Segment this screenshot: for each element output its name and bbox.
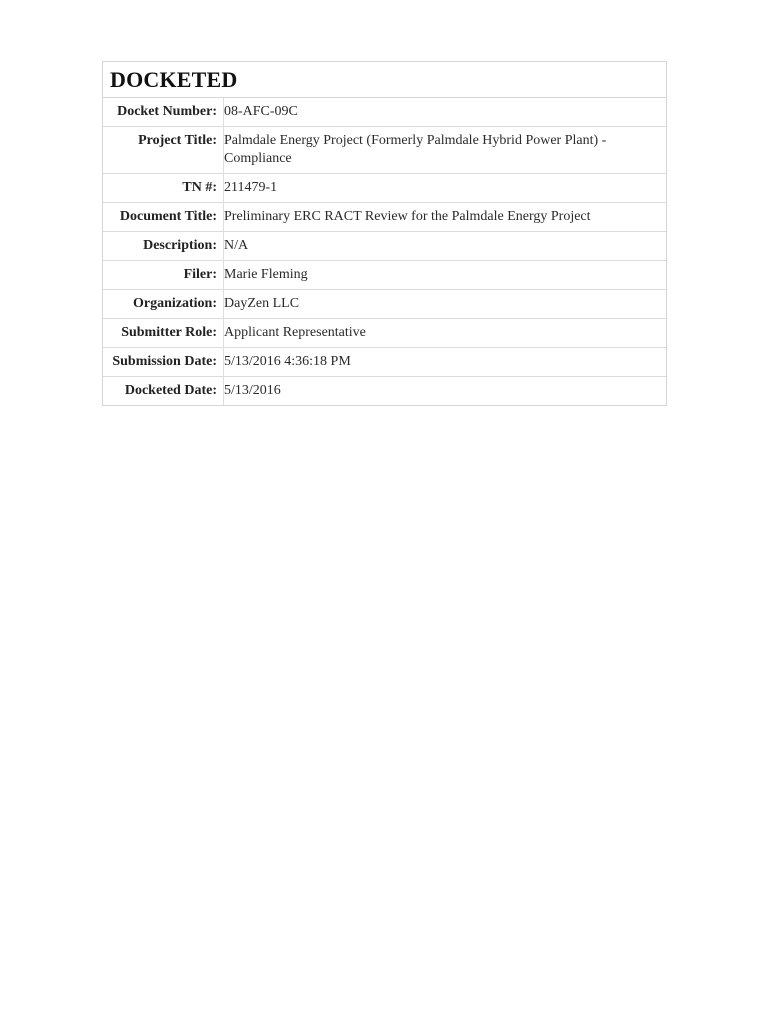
description-row (103, 232, 666, 261)
submission-date-value: 5/13/2016 4:36:18 PM (224, 354, 351, 369)
submission-date-row (103, 348, 666, 377)
tn-number-row (103, 174, 666, 203)
organization-label: Organization: (103, 290, 224, 319)
docket-info-box (102, 61, 667, 406)
submitter-role-row (103, 319, 666, 348)
description-value: N/A (224, 238, 249, 253)
document-title-value: Preliminary ERC RACT Review for the Palmdale Energy Project (224, 209, 591, 224)
project-title-value: Palmdale Energy Project (Formerly Palmdale Hybrid Power Plant) - Compliance (224, 133, 607, 166)
docket-number-row (103, 98, 666, 127)
document-title-label: Document Title: (103, 203, 224, 232)
project-title-row (103, 127, 666, 174)
document-title-row (103, 203, 666, 232)
docket-number-value: 08-AFC-09C (224, 104, 298, 119)
tn-number-label: TN #: (103, 174, 224, 203)
filer-label: Filer: (103, 261, 224, 290)
docketed-date-row (103, 377, 666, 406)
filer-row (103, 261, 666, 290)
docket-number-label: Docket Number: (103, 98, 224, 127)
organization-value: DayZen LLC (224, 296, 300, 311)
organization-row (103, 290, 666, 319)
docketed-date-label: Docketed Date: (103, 377, 224, 406)
submitter-role-label: Submitter Role: (103, 319, 224, 348)
filer-value: Marie Fleming (224, 267, 308, 282)
docketed-heading: DOCKETED (103, 62, 666, 98)
docket-fields-table (103, 98, 666, 405)
tn-number-value: 211479-1 (224, 180, 278, 195)
submission-date-label: Submission Date: (103, 348, 224, 377)
project-title-label: Project Title: (103, 127, 224, 174)
submitter-role-value: Applicant Representative (224, 325, 366, 340)
description-label: Description: (103, 232, 224, 261)
docketed-date-value: 5/13/2016 (224, 383, 281, 398)
